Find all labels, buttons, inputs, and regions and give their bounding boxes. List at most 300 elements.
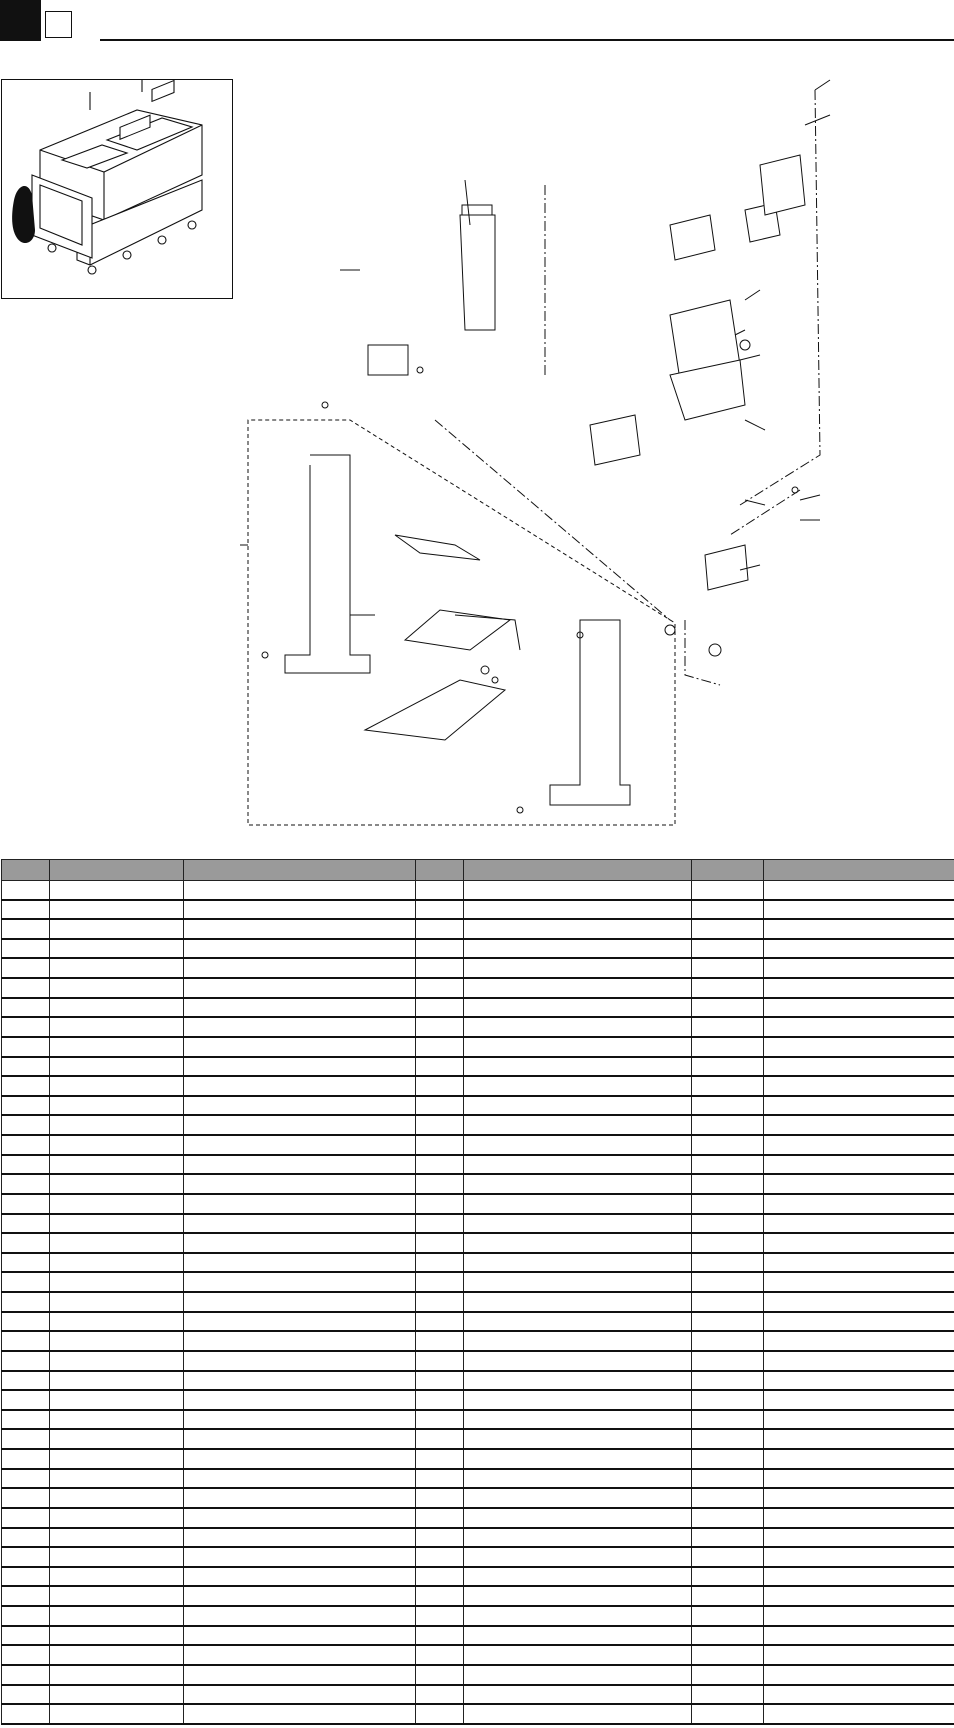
table-cell <box>184 1331 416 1351</box>
table-cell <box>416 1410 464 1430</box>
table-row <box>2 919 954 939</box>
table-cell <box>416 958 464 978</box>
table-cell <box>416 1390 464 1410</box>
table-cell <box>2 881 50 900</box>
table-cell <box>464 1606 692 1626</box>
table-cell <box>184 1037 416 1057</box>
table-cell <box>184 881 416 900</box>
table-cell <box>184 1194 416 1214</box>
table-cell <box>464 1449 692 1469</box>
table-row <box>2 1645 954 1665</box>
table-cell <box>464 1410 692 1430</box>
table-cell <box>50 1606 184 1626</box>
table-cell <box>50 1645 184 1665</box>
table-row <box>2 1292 954 1312</box>
table-cell <box>416 1567 464 1587</box>
table-cell <box>464 1135 692 1155</box>
table-cell <box>184 1429 416 1449</box>
table-cell <box>464 1272 692 1292</box>
table-cell <box>2 1155 50 1175</box>
table-row <box>2 1508 954 1528</box>
table-cell <box>464 1645 692 1665</box>
table-cell <box>50 1253 184 1273</box>
table-cell <box>2 1606 50 1626</box>
table-cell <box>692 1017 764 1037</box>
table-cell <box>2 1115 50 1135</box>
table-row <box>2 1351 954 1371</box>
table-cell <box>692 1253 764 1273</box>
table-cell <box>764 1331 954 1351</box>
table-cell <box>464 1586 692 1606</box>
table-row <box>2 1017 954 1037</box>
table-cell <box>416 1469 464 1489</box>
table-cell <box>464 1528 692 1548</box>
table-cell <box>50 1390 184 1410</box>
table-cell <box>50 1292 184 1312</box>
table-cell <box>416 881 464 900</box>
table-cell <box>184 978 416 998</box>
table-cell <box>692 939 764 959</box>
table-row <box>2 1155 954 1175</box>
table-cell <box>464 1508 692 1528</box>
col-header-description <box>184 860 416 881</box>
table-cell <box>692 1272 764 1292</box>
table-cell <box>692 958 764 978</box>
table-row <box>2 1547 954 1567</box>
table-row <box>2 1429 954 1449</box>
table-row <box>2 1665 954 1685</box>
table-cell <box>464 958 692 978</box>
exploded-parts-diagram <box>240 75 954 830</box>
table-cell <box>764 1214 954 1234</box>
table-cell <box>2 1685 50 1705</box>
table-cell <box>764 1704 954 1724</box>
table-cell <box>416 1057 464 1077</box>
table-cell <box>2 978 50 998</box>
table-cell <box>692 998 764 1018</box>
table-cell <box>50 1429 184 1449</box>
table-row <box>2 1390 954 1410</box>
table-cell <box>50 1371 184 1391</box>
table-cell <box>692 1214 764 1234</box>
table-row <box>2 1174 954 1194</box>
section-tab-box <box>45 11 72 38</box>
table-cell <box>692 1390 764 1410</box>
table-cell <box>2 1371 50 1391</box>
table-cell <box>764 1155 954 1175</box>
table-cell <box>2 1057 50 1077</box>
table-row <box>2 1469 954 1489</box>
table-cell <box>764 1076 954 1096</box>
table-cell <box>416 900 464 920</box>
table-cell <box>50 1351 184 1371</box>
table-cell <box>764 1057 954 1077</box>
table-cell <box>764 1233 954 1253</box>
table-cell <box>692 1429 764 1449</box>
table-cell <box>416 978 464 998</box>
table-cell <box>416 1331 464 1351</box>
table-cell <box>416 1685 464 1705</box>
col-header-remarks <box>764 860 954 881</box>
table-cell <box>50 978 184 998</box>
table-cell <box>184 1233 416 1253</box>
table-cell <box>2 1449 50 1469</box>
col-header-description-2 <box>464 860 692 881</box>
table-cell <box>416 1115 464 1135</box>
table-cell <box>50 1312 184 1332</box>
table-cell <box>464 1214 692 1234</box>
table-cell <box>692 919 764 939</box>
table-row <box>2 1037 954 1057</box>
table-row <box>2 900 954 920</box>
table-cell <box>184 1292 416 1312</box>
col-header-ref-no <box>2 860 50 881</box>
table-cell <box>692 1096 764 1116</box>
table-cell <box>764 1586 954 1606</box>
table-cell <box>2 1272 50 1292</box>
table-cell <box>2 1174 50 1194</box>
table-cell <box>764 1488 954 1508</box>
table-cell <box>416 1194 464 1214</box>
table-cell <box>50 1233 184 1253</box>
table-row <box>2 1586 954 1606</box>
table-cell <box>764 1390 954 1410</box>
table-cell <box>692 1174 764 1194</box>
table-cell <box>2 1096 50 1116</box>
table-cell <box>692 1312 764 1332</box>
table-cell <box>692 1076 764 1096</box>
table-cell <box>50 1547 184 1567</box>
table-cell <box>692 1410 764 1430</box>
table-cell <box>464 1115 692 1135</box>
table-cell <box>184 1371 416 1391</box>
table-cell <box>184 1312 416 1332</box>
table-cell <box>50 1626 184 1646</box>
table-cell <box>764 1685 954 1705</box>
table-cell <box>692 1037 764 1057</box>
table-cell <box>416 1017 464 1037</box>
table-row <box>2 1704 954 1724</box>
table-row <box>2 1233 954 1253</box>
table-cell <box>184 900 416 920</box>
table-cell <box>416 1665 464 1685</box>
table-cell <box>764 1371 954 1391</box>
table-cell <box>184 1410 416 1430</box>
table-cell <box>50 1174 184 1194</box>
table-cell <box>50 1704 184 1724</box>
table-cell <box>464 1429 692 1449</box>
table-cell <box>2 1135 50 1155</box>
table-cell <box>464 1371 692 1391</box>
table-cell <box>184 1115 416 1135</box>
col-header-part-no <box>50 860 184 881</box>
table-cell <box>184 939 416 959</box>
table-cell <box>184 1586 416 1606</box>
table-row <box>2 1331 954 1351</box>
table-cell <box>2 1194 50 1214</box>
table-cell <box>184 1076 416 1096</box>
table-cell <box>416 919 464 939</box>
table-cell <box>692 1704 764 1724</box>
table-cell <box>464 1076 692 1096</box>
table-cell <box>464 1057 692 1077</box>
table-cell <box>416 1214 464 1234</box>
table-cell <box>692 1331 764 1351</box>
table-cell <box>692 1508 764 1528</box>
table-cell <box>464 1017 692 1037</box>
table-cell <box>50 1017 184 1037</box>
table-cell <box>464 1312 692 1332</box>
table-cell <box>50 998 184 1018</box>
table-cell <box>2 1331 50 1351</box>
table-cell <box>692 1233 764 1253</box>
table-cell <box>50 1665 184 1685</box>
table-cell <box>764 1135 954 1155</box>
table-cell <box>50 939 184 959</box>
table-cell <box>50 1508 184 1528</box>
table-cell <box>50 1057 184 1077</box>
table-cell <box>464 1194 692 1214</box>
parts-table-body <box>2 881 954 1725</box>
table-row <box>2 1076 954 1096</box>
table-cell <box>2 919 50 939</box>
table-cell <box>692 1567 764 1587</box>
machine-overview-thumbnail <box>1 79 233 299</box>
table-cell <box>2 1037 50 1057</box>
table-cell <box>764 1037 954 1057</box>
table-cell <box>692 1371 764 1391</box>
table-row <box>2 1135 954 1155</box>
table-cell <box>692 1586 764 1606</box>
table-cell <box>764 1115 954 1135</box>
table-cell <box>184 1469 416 1489</box>
table-cell <box>464 1390 692 1410</box>
table-cell <box>764 1547 954 1567</box>
table-cell <box>464 1253 692 1273</box>
table-cell <box>50 1586 184 1606</box>
table-cell <box>50 1528 184 1548</box>
table-cell <box>692 1488 764 1508</box>
table-row <box>2 939 954 959</box>
col-header-ref-no-2 <box>416 860 464 881</box>
table-cell <box>416 1371 464 1391</box>
table-row <box>2 1626 954 1646</box>
table-cell <box>464 1037 692 1057</box>
table-cell <box>416 1272 464 1292</box>
table-cell <box>692 881 764 900</box>
table-cell <box>2 1469 50 1489</box>
table-header-row <box>2 860 954 881</box>
table-cell <box>416 1508 464 1528</box>
table-cell <box>2 1665 50 1685</box>
table-cell <box>184 1390 416 1410</box>
table-cell <box>764 1645 954 1665</box>
table-cell <box>184 958 416 978</box>
table-cell <box>764 1253 954 1273</box>
table-cell <box>50 1194 184 1214</box>
table-cell <box>764 1017 954 1037</box>
table-cell <box>764 881 954 900</box>
table-cell <box>184 1449 416 1469</box>
table-cell <box>416 1037 464 1057</box>
table-cell <box>464 1665 692 1685</box>
table-cell <box>2 1429 50 1449</box>
table-cell <box>416 1135 464 1155</box>
table-row <box>2 1371 954 1391</box>
table-cell <box>50 1037 184 1057</box>
table-row <box>2 1488 954 1508</box>
table-cell <box>416 1233 464 1253</box>
table-cell <box>764 1567 954 1587</box>
table-cell <box>50 1685 184 1705</box>
table-cell <box>184 1606 416 1626</box>
table-row <box>2 978 954 998</box>
table-cell <box>2 1214 50 1234</box>
table-cell <box>464 1547 692 1567</box>
table-cell <box>184 1155 416 1175</box>
table-row <box>2 1096 954 1116</box>
table-cell <box>416 1488 464 1508</box>
table-cell <box>764 1449 954 1469</box>
table-cell <box>416 1449 464 1469</box>
parts-list-table <box>1 859 954 1725</box>
table-cell <box>692 1665 764 1685</box>
table-cell <box>764 1272 954 1292</box>
table-cell <box>2 1626 50 1646</box>
table-cell <box>50 1076 184 1096</box>
table-cell <box>416 1174 464 1194</box>
table-cell <box>50 1155 184 1175</box>
table-cell <box>692 1626 764 1646</box>
table-cell <box>50 1214 184 1234</box>
table-cell <box>2 1253 50 1273</box>
table-cell <box>184 998 416 1018</box>
table-cell <box>50 1115 184 1135</box>
table-cell <box>50 1469 184 1489</box>
table-cell <box>2 1233 50 1253</box>
table-row <box>2 1449 954 1469</box>
table-cell <box>2 1547 50 1567</box>
table-cell <box>184 1351 416 1371</box>
table-cell <box>2 1076 50 1096</box>
table-cell <box>416 998 464 1018</box>
table-cell <box>692 1135 764 1155</box>
table-cell <box>184 1547 416 1567</box>
table-cell <box>764 1508 954 1528</box>
table-cell <box>184 1214 416 1234</box>
table-cell <box>464 939 692 959</box>
table-cell <box>416 1253 464 1273</box>
table-cell <box>184 1174 416 1194</box>
table-cell <box>50 1135 184 1155</box>
table-cell <box>764 900 954 920</box>
table-cell <box>184 1665 416 1685</box>
table-cell <box>464 998 692 1018</box>
table-cell <box>2 939 50 959</box>
table-cell <box>2 1704 50 1724</box>
table-cell <box>764 1096 954 1116</box>
table-cell <box>2 1292 50 1312</box>
table-cell <box>692 1469 764 1489</box>
table-cell <box>184 1253 416 1273</box>
table-cell <box>692 1057 764 1077</box>
table-cell <box>2 1586 50 1606</box>
table-cell <box>464 900 692 920</box>
table-row <box>2 1115 954 1135</box>
table-cell <box>184 1488 416 1508</box>
table-row <box>2 1567 954 1587</box>
table-cell <box>2 1645 50 1665</box>
table-cell <box>692 1194 764 1214</box>
table-row <box>2 881 954 900</box>
table-cell <box>184 1272 416 1292</box>
table-cell <box>184 1096 416 1116</box>
table-cell <box>764 978 954 998</box>
table-cell <box>764 1626 954 1646</box>
table-cell <box>692 1115 764 1135</box>
table-cell <box>764 1528 954 1548</box>
table-cell <box>464 1174 692 1194</box>
table-cell <box>692 1351 764 1371</box>
table-cell <box>764 1194 954 1214</box>
table-cell <box>184 919 416 939</box>
table-cell <box>464 978 692 998</box>
table-cell <box>416 1312 464 1332</box>
table-cell <box>416 1547 464 1567</box>
table-cell <box>50 1331 184 1351</box>
table-cell <box>764 939 954 959</box>
table-cell <box>2 1312 50 1332</box>
table-cell <box>692 1645 764 1665</box>
table-cell <box>692 978 764 998</box>
table-cell <box>2 1567 50 1587</box>
table-cell <box>50 1272 184 1292</box>
table-cell <box>464 1704 692 1724</box>
table-cell <box>2 1528 50 1548</box>
table-cell <box>692 1449 764 1469</box>
table-cell <box>2 958 50 978</box>
table-cell <box>50 1567 184 1587</box>
table-cell <box>416 1704 464 1724</box>
table-cell <box>764 958 954 978</box>
table-cell <box>692 900 764 920</box>
section-tab-marker <box>0 0 41 41</box>
table-cell <box>2 998 50 1018</box>
table-cell <box>2 1488 50 1508</box>
table-cell <box>50 881 184 900</box>
table-cell <box>464 881 692 900</box>
table-cell <box>692 1547 764 1567</box>
table-cell <box>50 919 184 939</box>
table-cell <box>184 1626 416 1646</box>
table-row <box>2 1057 954 1077</box>
table-cell <box>464 1155 692 1175</box>
table-cell <box>50 958 184 978</box>
header-rule <box>100 39 954 41</box>
table-row <box>2 1214 954 1234</box>
table-cell <box>764 998 954 1018</box>
table-row <box>2 998 954 1018</box>
table-row <box>2 1410 954 1430</box>
col-header-qty <box>692 860 764 881</box>
table-cell <box>2 900 50 920</box>
table-cell <box>764 1469 954 1489</box>
table-cell <box>416 1096 464 1116</box>
table-cell <box>416 1645 464 1665</box>
table-cell <box>184 1057 416 1077</box>
table-cell <box>416 1076 464 1096</box>
table-cell <box>184 1567 416 1587</box>
